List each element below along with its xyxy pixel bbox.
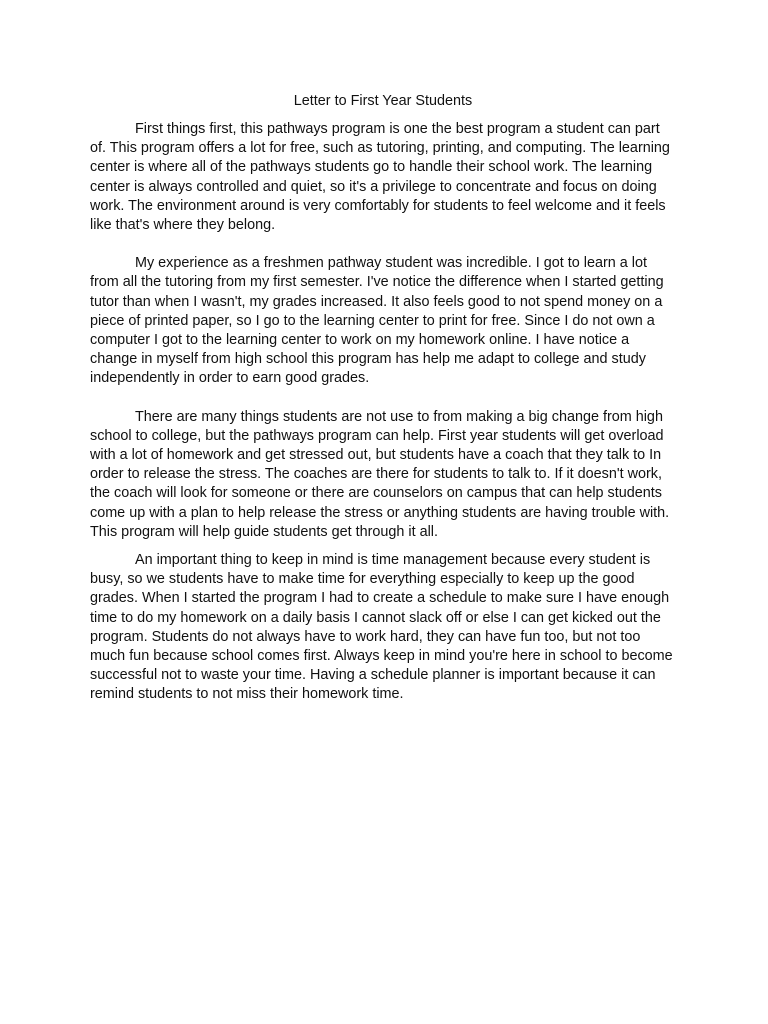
paragraph-2: My experience as a freshmen pathway student was incredible. I got to learn a lot from all the tutoring from my first semester. I've notice the difference when I started getting tutor than when I wasn't, my grades increased. It also feels good to not spend money on a piece of printed paper, so I go to the learning center to print for free. Since I do not own a computer I got to the learning center to work on my homework online. I have notice a change in myself from high school this program has help me adapt to college and study independently in order to earn good grades. — [90, 255, 664, 387]
paragraph-3: There are many things students are not use to from making a big change from high school to college, but the pathways program can help. First year students will get overload with a lot of homework and get stressed out, but students have a coach that they talk to In order to release the stress. The coaches are there for students to talk to. If it doesn't work, the coach will look for someone or there are counselors on campus that can help students come up with a plan to help release the stress or anything students are having trouble with. This program will help guide students get through it all. — [90, 408, 670, 540]
document-page — [90, 92, 676, 705]
document-title: Letter to First Year Students — [293, 93, 473, 109]
paragraph-1: First things first, this pathways program is one the best program a student can part of. This program offers a lot for free, such as tutoring, printing, and computing. The learning center is where all of the pathways students go to handle their school work. The learning center is always controlled and quiet, so it's a privilege to concentrate and focus on doing work. The environment around is very comfortably for students to feel welcome and it feels like that's where they belong. — [90, 121, 670, 234]
paragraph-4: An important thing to keep in mind is time management because every student is busy, so we students have to make time for everything especially to keep up the good grades. When I started the program I had to create a schedule to make sure I have enough time to do my homework on a daily basis I cannot slack off or else I can get kicked out the program. Students do not always have to work hard, they can have fun too, but not too much fun because school comes first. Always keep in mind you're here in school to become successful not to waste your time. Having a schedule planner is important because it can remind students to not miss their homework time. — [90, 552, 673, 703]
